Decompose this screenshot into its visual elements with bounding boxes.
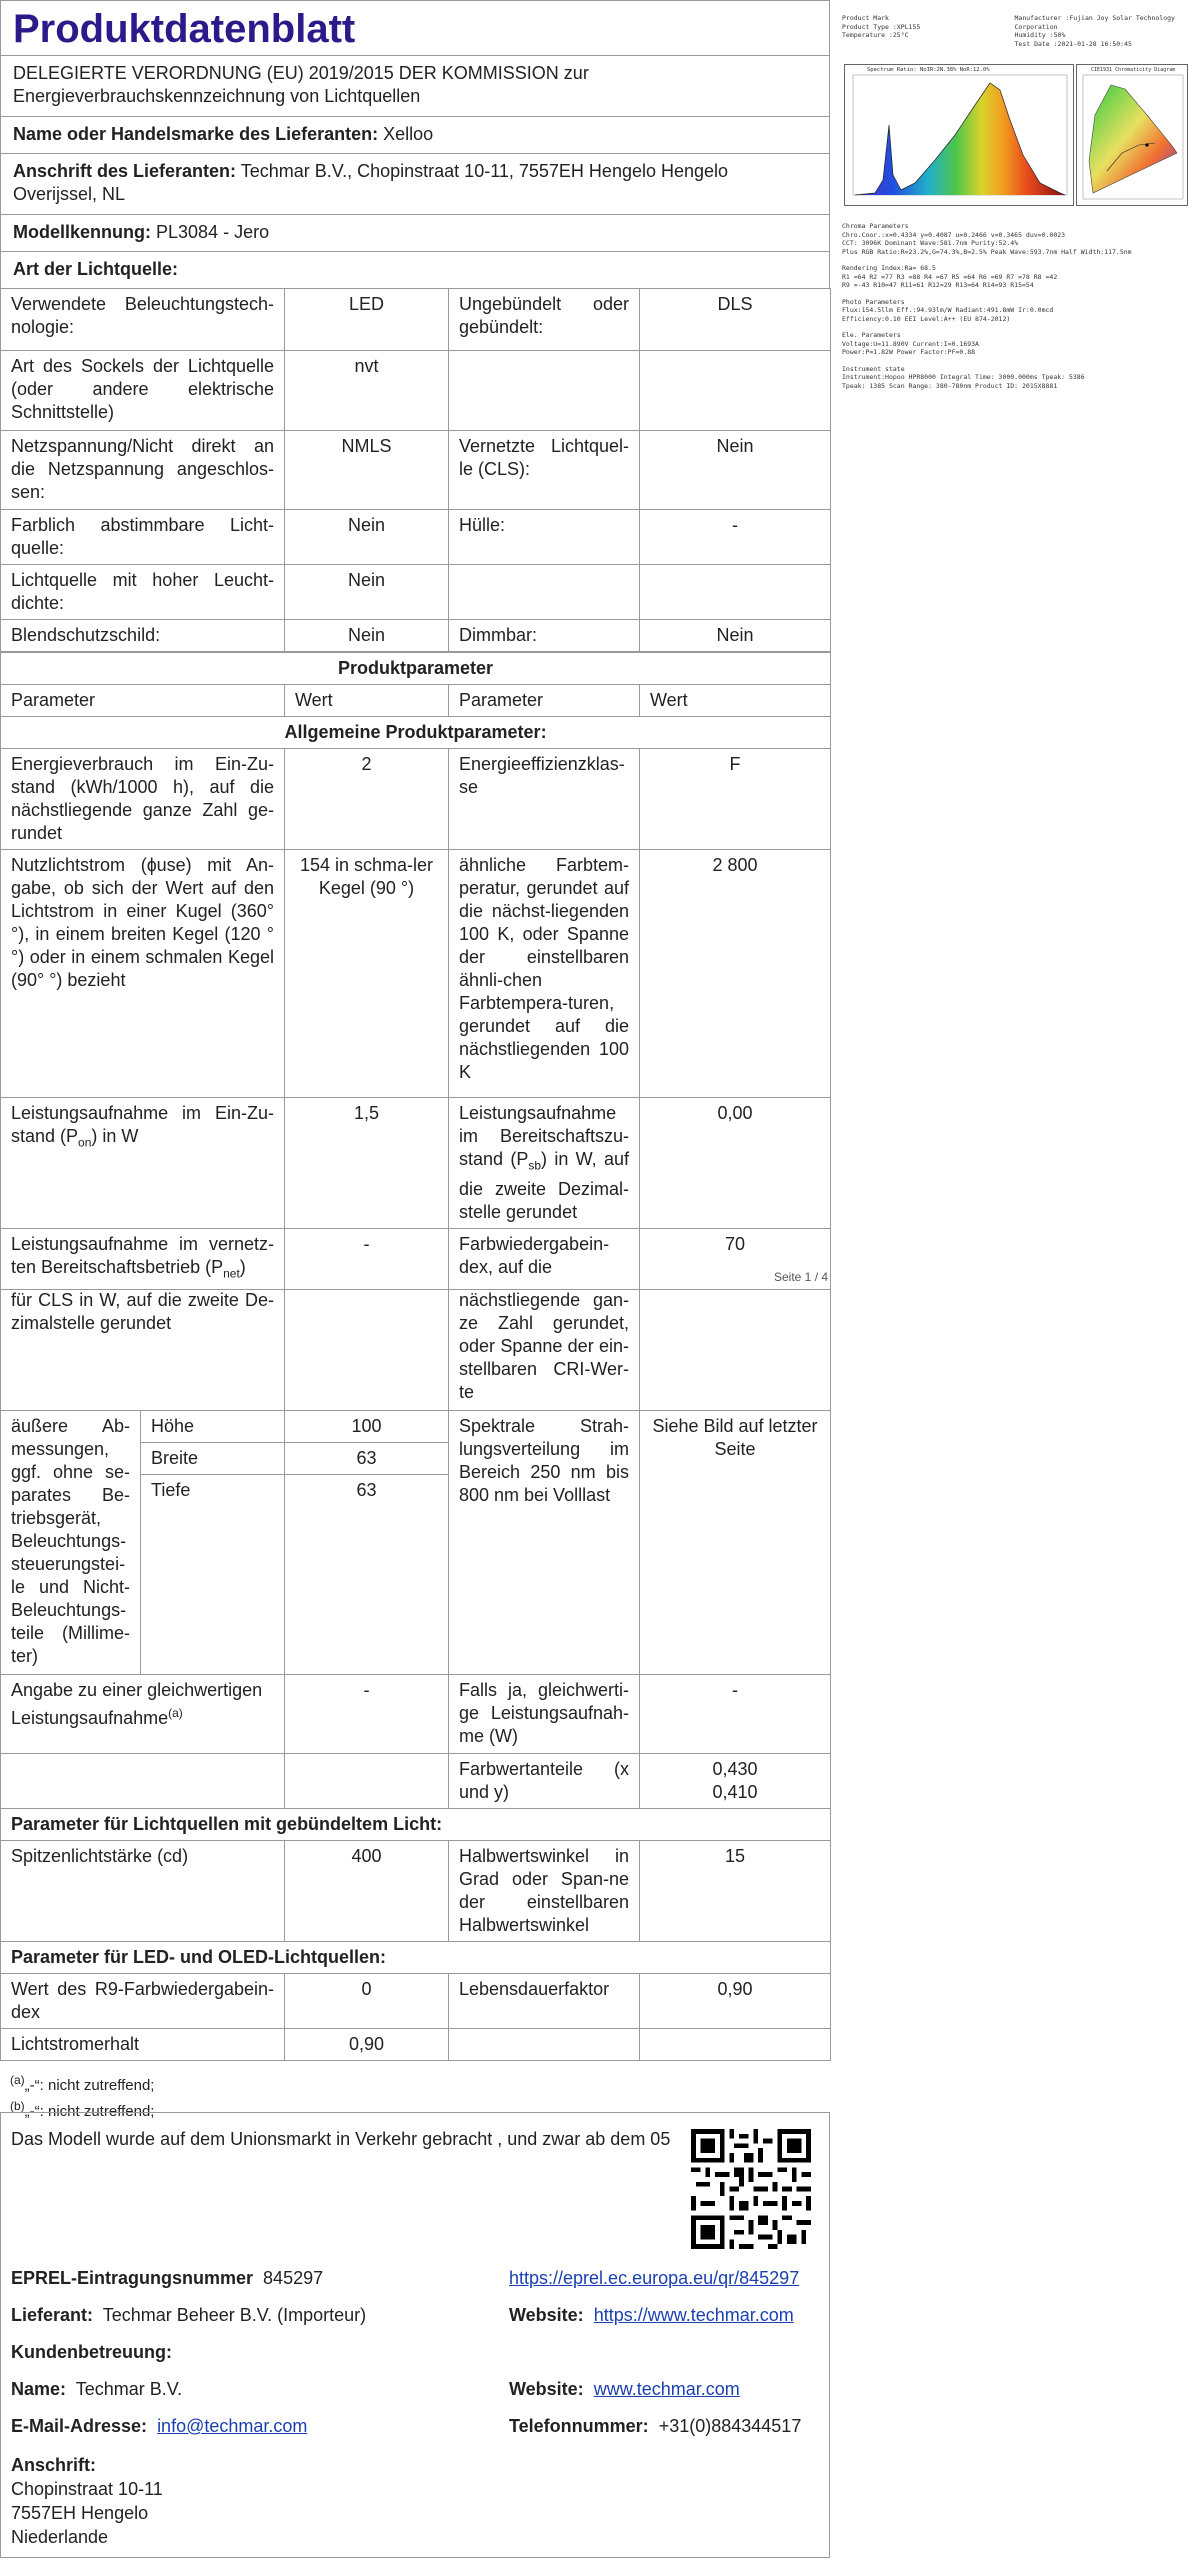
page-number: Seite 1 / 4	[774, 1270, 829, 1284]
param-label: Verwendete Beleuchtungstech-nologie:	[1, 289, 285, 351]
param-value	[640, 1753, 831, 1808]
footnote-ref: (a)	[168, 1705, 183, 1720]
label-subscript: on	[78, 1135, 92, 1150]
eprel-label: EPREL-Eintragungsnummer	[11, 2268, 254, 2288]
param-value	[640, 2028, 831, 2060]
report-header	[842, 14, 1187, 48]
param-label: Hülle:	[449, 510, 640, 565]
column-header: Parameter	[1, 685, 285, 717]
supplier-info-box	[0, 2112, 830, 2558]
param-value: LED	[285, 289, 449, 351]
param-label: ähnliche Farbtem-peratur, gerundet auf die nächst-liegenden 100 K, oder Spanne der einstellbaren ähnli-chen Farbtempera-turen, gerundet auf die nächstliegenden 100 K	[449, 850, 640, 1098]
dim-value: 63	[285, 1474, 449, 1674]
phone-label: Telefonnummer:	[509, 2416, 649, 2436]
qr-code-icon[interactable]	[691, 2129, 811, 2249]
supplier-name-value: Xelloo	[383, 124, 434, 144]
label-text: Leistungsaufnahme im Ein-Zu-stand (P	[11, 1103, 274, 1146]
param-label: Netzspannung/Nicht direkt an die Netzspannung angeschlos-sen:	[1, 431, 285, 510]
param-value: NMLS	[285, 431, 449, 510]
light-source-table	[0, 288, 831, 652]
table-row	[1, 2028, 831, 2060]
table-row	[1, 749, 831, 850]
param-value: 0,90	[640, 1973, 831, 2028]
product-params-table-continued	[0, 1285, 831, 2061]
param-value: 400	[285, 1840, 449, 1941]
section-title: Allgemeine Produktparameter:	[1, 717, 831, 749]
website-link[interactable]: https://www.techmar.com	[593, 2305, 794, 2325]
table-row	[1, 620, 831, 652]
supplier-address-label: Anschrift des Lieferanten:	[13, 161, 237, 181]
param-label	[449, 565, 640, 620]
report-line: Power:P=1.82W Power Factor:PF=0.88	[842, 348, 976, 356]
dim-name: Breite	[141, 1442, 285, 1474]
footnote-mark: (b)	[10, 2098, 25, 2113]
name-label: Name:	[11, 2379, 67, 2399]
param-value: -	[640, 1674, 831, 1753]
report-line: Tpeak: 1385 Scan Range: 380-780nm Product ID: 2015X8881	[842, 381, 1058, 390]
param-label: Spitzenlichtstärke (cd)	[1, 1840, 285, 1941]
param-value: 0,90	[285, 2028, 449, 2060]
report-text: Temperature :25°C	[842, 31, 909, 39]
param-value	[640, 1285, 831, 1410]
phone-value: +31(0)884344517	[658, 2416, 802, 2436]
param-label: Vernetzte Lichtquel-le (CLS):	[449, 431, 640, 510]
table-row	[1, 653, 831, 685]
column-header: Wert	[285, 685, 449, 717]
param-value: 2	[285, 749, 449, 850]
table-row	[1, 1228, 831, 1290]
footnotes	[0, 2061, 830, 2119]
param-value: Siehe Bild auf letzter Seite	[640, 1410, 831, 1674]
report-line: Voltage:U=11.890V Current:I=0.1693A	[842, 339, 979, 348]
param-label	[1, 1228, 285, 1290]
param-value: 70	[640, 1228, 831, 1290]
report-heading: Instrument state	[842, 364, 905, 373]
chroma-y: 0,410	[712, 1781, 758, 1802]
report-heading: Chroma Parameters	[842, 222, 909, 230]
param-label: Lichtquelle mit hoher Leucht-dichte:	[1, 565, 285, 620]
param-label: Falls ja, gleichwerti-ge Leistungsaufnah-me (W)	[449, 1674, 640, 1753]
section-title: Produktparameter	[1, 653, 831, 685]
website-row	[509, 2305, 794, 2326]
param-label: Art des Sockels der Lichtquelle (oder andere elektrische Schnittstelle)	[1, 351, 285, 431]
param-value: Nein	[285, 620, 449, 652]
column-header: Parameter	[449, 685, 640, 717]
website-label: Website:	[509, 2379, 584, 2399]
param-label: Lichtstromerhalt	[1, 2028, 285, 2060]
param-value: Nein	[285, 510, 449, 565]
param-value: Nein	[285, 565, 449, 620]
param-value	[640, 565, 831, 620]
label-text: Leistungsaufnahme im Bereitschaftszu-stand (P	[459, 1103, 629, 1169]
param-value: -	[285, 1674, 449, 1753]
footnote-text: „-“: nicht zutreffend;	[24, 2102, 155, 2120]
table-row	[1, 565, 831, 620]
table-row	[1, 510, 831, 565]
model-value: PL3084 - Jero	[156, 222, 270, 242]
param-value: F	[640, 749, 831, 850]
section-title: Parameter für Lichtquellen mit gebündeltem Licht:	[1, 1808, 831, 1840]
param-label: Farbwertanteile (x und y)	[449, 1753, 640, 1808]
report-heading: Rendering Index:Ra= 68.5	[842, 264, 936, 272]
report-line: Efficiency:0.10 EEI Level:A++ (EU 874-2012)	[842, 314, 1011, 323]
name-value: Techmar B.V.	[75, 2379, 183, 2399]
address-label: Anschrift:	[11, 2455, 96, 2475]
table-row	[1, 1285, 831, 1410]
table-row	[1, 289, 831, 351]
param-label	[1, 1674, 285, 1753]
address-line: 7557EH Hengelo	[11, 2503, 149, 2523]
spectrum-chart	[844, 64, 1074, 206]
website-label: Website:	[509, 2305, 584, 2325]
param-label: Dimmbar:	[449, 620, 640, 652]
address-line: Chopinstraat 10-11	[11, 2479, 163, 2499]
label-text: Leistungsaufnahme im vernetz-ten Bereitschaftsbetrieb (P	[11, 1233, 274, 1277]
section-title: Parameter für LED- und OLED-Lichtquellen:	[1, 1941, 831, 1973]
column-header: Wert	[640, 685, 831, 717]
service-heading: Kundenbetreuung:	[11, 2342, 172, 2362]
label-text: )	[239, 1256, 246, 1277]
supplier-name-label: Name oder Handelsmarke des Lieferanten:	[13, 124, 379, 144]
report-line: Instrument:Hopoo HPR8000 Integral Time: 3000.000ms Tpeak: 5386	[842, 373, 1085, 381]
eprel-value: 845297	[263, 2268, 324, 2288]
report-text: Product Mark	[842, 14, 889, 22]
param-value	[640, 351, 831, 431]
report-line: Plus RGB Ratio:R=23.2%,G=74.3%,B=2.5% Peak Wave:593.7nm Half Width:117.5nm	[842, 247, 1132, 256]
service-website-link[interactable]: www.techmar.com	[593, 2379, 740, 2399]
supplier-row	[11, 2305, 366, 2326]
label-subscript: net	[223, 1266, 240, 1281]
supplier-label: Lieferant:	[11, 2305, 94, 2325]
param-label: Nutzlichtstrom (ɸuse) mit An-gabe, ob sich der Wert auf den Lichtstrom in einer Kugel (360° °), in einem breiten Kegel (120 °°) oder in einem schmalen Kegel (90° °) bezieht	[1, 850, 285, 1098]
label-subscript: sb	[528, 1158, 542, 1173]
table-row	[1, 850, 831, 1098]
dim-value: 100	[285, 1410, 449, 1442]
table-row	[1, 431, 831, 510]
dim-name: Höhe	[141, 1410, 285, 1442]
report-line: R9 =-43 R10=47 R11=61 R12=29 R13=64 R14=93 R15=54	[842, 281, 1034, 289]
dim-name: Tiefe	[141, 1474, 285, 1674]
param-value	[285, 1753, 449, 1808]
spectrum-title: Spectrum Ratio: NoIR:2N.38% NoR:12.0%	[867, 67, 990, 73]
service-website-row	[509, 2379, 740, 2400]
footnote-a	[10, 2067, 820, 2093]
param-value: -	[285, 1228, 449, 1290]
service-name-row	[11, 2379, 182, 2400]
param-label: Energieeffizienzklas-se	[449, 749, 640, 850]
param-label: Spektrale Strah-lungsverteilung im Bereich 250 nm bis 800 nm bei Volllast	[449, 1410, 640, 1674]
report-text: Test Date :2021-01-28 16:50:45	[1014, 39, 1132, 48]
cie-chromaticity-chart	[1076, 64, 1188, 206]
dim-value: 63	[285, 1442, 449, 1474]
param-value: 15	[640, 1840, 831, 1941]
label-text: ) in W, auf die zweite Dezimal-stelle gerundet	[459, 1149, 629, 1222]
param-label: Lebensdauerfaktor	[449, 1973, 640, 2028]
model-label: Modellkennung:	[13, 222, 151, 242]
regulation-text: DELEGIERTE VERORDNUNG (EU) 2019/2015 DER KOMMISSION zur Energieverbrauchskennzeichnung von Lichtquellen	[0, 55, 830, 116]
chroma-x: 0,430	[712, 1758, 758, 1779]
report-heading: Photo Parameters	[842, 297, 905, 306]
param-label: Energieverbrauch im Ein-Zu-stand (kWh/1000 h), auf die nächstliegende ganze Zahl ge-rundet	[1, 749, 285, 850]
report-heading: Ele. Parameters	[842, 331, 901, 339]
supplier-address-value: Techmar B.V., Chopinstraat 10-11, 7557EH Hengelo Hengelo Overijssel, NL	[13, 161, 729, 204]
param-label	[1, 1098, 285, 1229]
report-text: Product Type :XPL155	[842, 22, 921, 31]
cie-title: CIE1931 Chromaticity Diagram	[1091, 67, 1176, 73]
label-text: Angabe zu einer gleichwertigen Leistungsaufnahme	[11, 1679, 263, 1728]
param-label	[449, 2028, 640, 2060]
report-text: Humidity :50%	[1014, 31, 1066, 39]
report-line: R1 =64 R2 =77 R3 =88 R4 =67 R5 =64 R6 =69 R7 =78 R8 =42	[842, 272, 1058, 281]
report-line: Chro.Coor.:x=0.4334 y=0.4087 u=0.2466 v=0.3465 duv=0.0023	[842, 230, 1066, 239]
report-line: CCT: 3096K Dominant Wave:581.7nm Purity:52.4%	[842, 239, 1019, 247]
spectrum-report-details	[842, 222, 1187, 390]
eprel-row	[11, 2268, 323, 2289]
param-label: nächstliegende gan-ze Zahl gerundet, oder Spanne der ein-stellbaren CRI-Wer-te	[449, 1285, 640, 1410]
param-value: 154 in schma-ler Kegel (90 °)	[285, 850, 449, 1098]
email-label: E-Mail-Adresse:	[11, 2416, 148, 2436]
param-label: Blendschutzschild:	[1, 620, 285, 652]
email-link[interactable]: info@techmar.com	[157, 2416, 308, 2436]
footnote-mark: (a)	[10, 2072, 25, 2087]
email-row	[11, 2416, 307, 2437]
param-label: Halbwertswinkel in Grad oder Span-ne der einstellbaren Halbwertswinkel	[449, 1840, 640, 1941]
report-text: Manufacturer :Fujian Joy Solar Technology Corporation	[1014, 14, 1175, 31]
address-line: Niederlande	[11, 2527, 109, 2547]
param-label	[449, 351, 640, 431]
market-date-text: Das Modell wurde auf dem Unionsmarkt in Verkehr gebracht , und zwar ab dem 05	[11, 2129, 671, 2149]
address-block	[11, 2453, 163, 2549]
table-row	[1, 351, 831, 431]
param-value: 2 800	[640, 850, 831, 1098]
param-label: für CLS in W, auf die zweite De-zimalstelle gerundet	[1, 1285, 285, 1410]
table-row	[1, 1808, 831, 1840]
param-value: 1,5	[285, 1098, 449, 1229]
param-label	[449, 1098, 640, 1229]
spectrum-plot	[845, 65, 1073, 205]
cie-plot	[1077, 65, 1187, 205]
param-value: 0,00	[640, 1098, 831, 1229]
table-row	[1, 1674, 831, 1753]
table-row	[1, 1410, 831, 1442]
footnote-text: „-“: nicht zutreffend;	[24, 2076, 155, 2094]
supplier-name-row	[0, 116, 830, 153]
param-value: Nein	[640, 431, 831, 510]
table-row	[1, 1753, 831, 1808]
param-label: äußere Ab-messungen, ggf. ohne se-parates Be-triebsgerät, Beleuchtungs-steuerungstei-le und Nicht-Beleuchtungs-teile (Millime-ter)	[1, 1410, 141, 1674]
phone-row	[509, 2416, 801, 2437]
param-label: Ungebündelt oder gebündelt:	[449, 289, 640, 351]
datasheet	[0, 0, 830, 1290]
eprel-link[interactable]: https://eprel.ec.europa.eu/qr/845297	[509, 2268, 800, 2288]
param-value: nvt	[285, 351, 449, 431]
light-type-heading: Art der Lichtquelle:	[0, 251, 830, 288]
param-value: 0	[285, 1973, 449, 2028]
param-value: -	[640, 510, 831, 565]
param-label: Wert des R9-Farbwiedergabein-dex	[1, 1973, 285, 2028]
model-row	[0, 214, 830, 251]
datasheet-page-2	[0, 1285, 830, 2119]
supplier-address-row	[0, 153, 830, 214]
param-label: Farblich abstimmbare Licht-quelle:	[1, 510, 285, 565]
spectrum-report	[842, 14, 1187, 48]
page-title: Produktdatenblatt	[0, 0, 830, 55]
product-params-table	[0, 652, 831, 1290]
supplier-value: Techmar Beheer B.V. (Importeur)	[102, 2305, 367, 2325]
table-row	[1, 685, 831, 717]
table-row	[1, 717, 831, 749]
param-label: Farbwiedergabein-dex, auf die	[449, 1228, 640, 1290]
label-text: ) in W	[91, 1126, 139, 1146]
table-row	[1, 1840, 831, 1941]
table-row	[1, 1973, 831, 2028]
report-line: Flux:154.5llm Eff.:94.93lm/W Radiant:491.8mW Ir:0.0mcd	[842, 306, 1054, 314]
param-value	[285, 1285, 449, 1410]
param-value: Nein	[640, 620, 831, 652]
table-row	[1, 1941, 831, 1973]
param-value: DLS	[640, 289, 831, 351]
table-row	[1, 1098, 831, 1229]
param-label	[1, 1753, 285, 1808]
